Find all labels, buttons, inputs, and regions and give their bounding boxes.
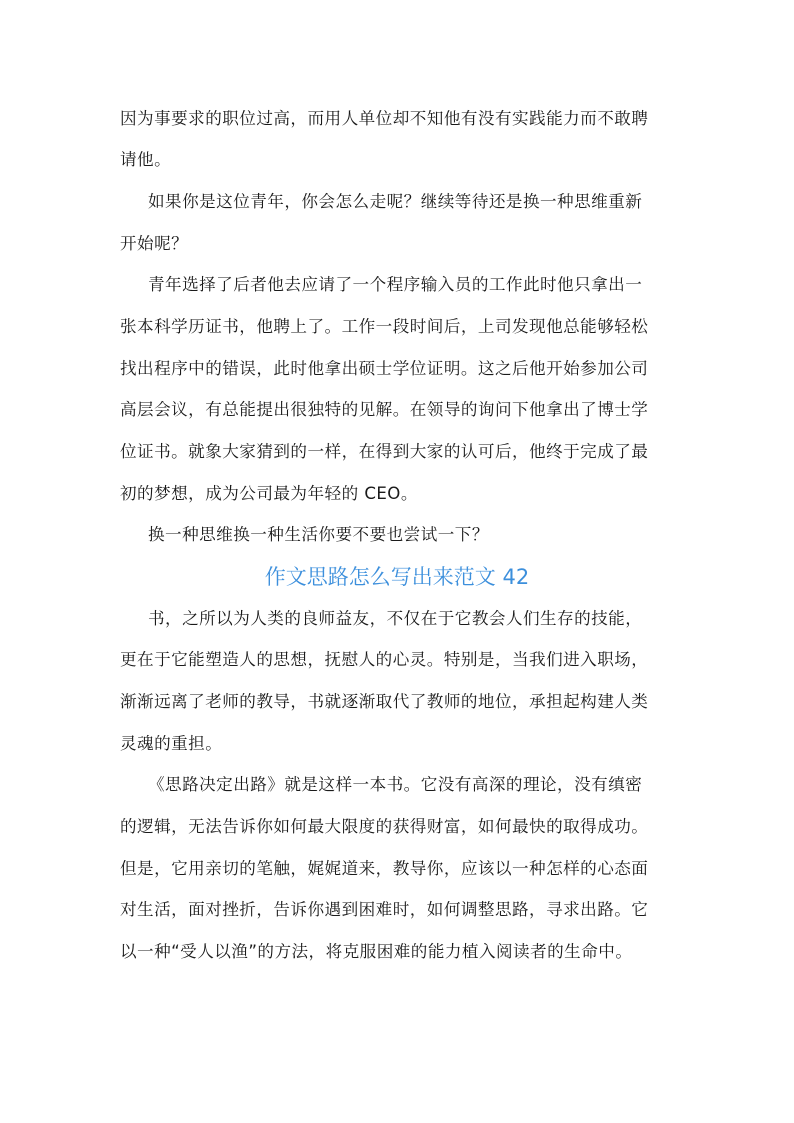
text-line: 的逻辑，无法告诉你如何最大限度的获得财富，如何最快的取得成功。 <box>120 817 649 836</box>
text-line: 如果你是这位青年，你会怎么走呢？继续等待还是换一种思维重新 <box>148 192 643 211</box>
text-line: 书，之所以为人类的良师益友，不仅在于它教会人们生存的技能， <box>148 609 643 628</box>
text-line: 因为事要求的职位过高，而用人单位却不知他有没有实践能力而不敢聘 <box>120 109 649 128</box>
text-line: 以一种“受人以渔”的方法，将克服困难的能力植入阅读者的生命中。 <box>120 942 633 961</box>
text-line: 灵魂的重担。 <box>120 734 223 753</box>
section-heading: 作文思路怎么写出来范文 42 <box>264 565 530 589</box>
text-line: 但是，它用亲切的笔触，娓娓道来，教导你，应该以一种怎样的心态面 <box>120 859 649 878</box>
text-line: 初的梦想，成为公司最为年轻的 CEO。 <box>120 484 418 503</box>
text-line: 开始呢？ <box>120 234 189 253</box>
text-line: 渐渐远离了老师的教导，书就逐渐取代了教师的地位，承担起构建人类 <box>120 692 649 711</box>
text-line: 《思路决定出路》就是这样一本书。它没有高深的理论，没有缜密 <box>148 775 643 794</box>
text-line: 高层会议，有总能提出很独特的见解。在领导的询问下他拿出了博士学 <box>120 400 649 419</box>
text-line: 位证书。就象大家猜到的一样，在得到大家的认可后，他终于完成了最 <box>120 442 649 461</box>
text-line: 对生活，面对挫折，告诉你遇到困难时，如何调整思路，寻求出路。它 <box>120 900 649 919</box>
text-line: 张本科学历证书，他聘上了。工作一段时间后，上司发现他总能够轻松 <box>120 317 649 336</box>
text-line: 青年选择了后者他去应请了一个程序输入员的工作此时他只拿出一 <box>148 275 643 294</box>
text-line: 请他。 <box>120 150 172 169</box>
text-line: 更在于它能塑造人的思想，抚慰人的心灵。特别是，当我们进入职场， <box>120 650 649 669</box>
text-line: 换一种思维换一种生活你要不要也尝试一下？ <box>148 525 489 544</box>
text-line: 找出程序中的错误，此时他拿出硕士学位证明。这之后他开始参加公司 <box>120 359 649 378</box>
